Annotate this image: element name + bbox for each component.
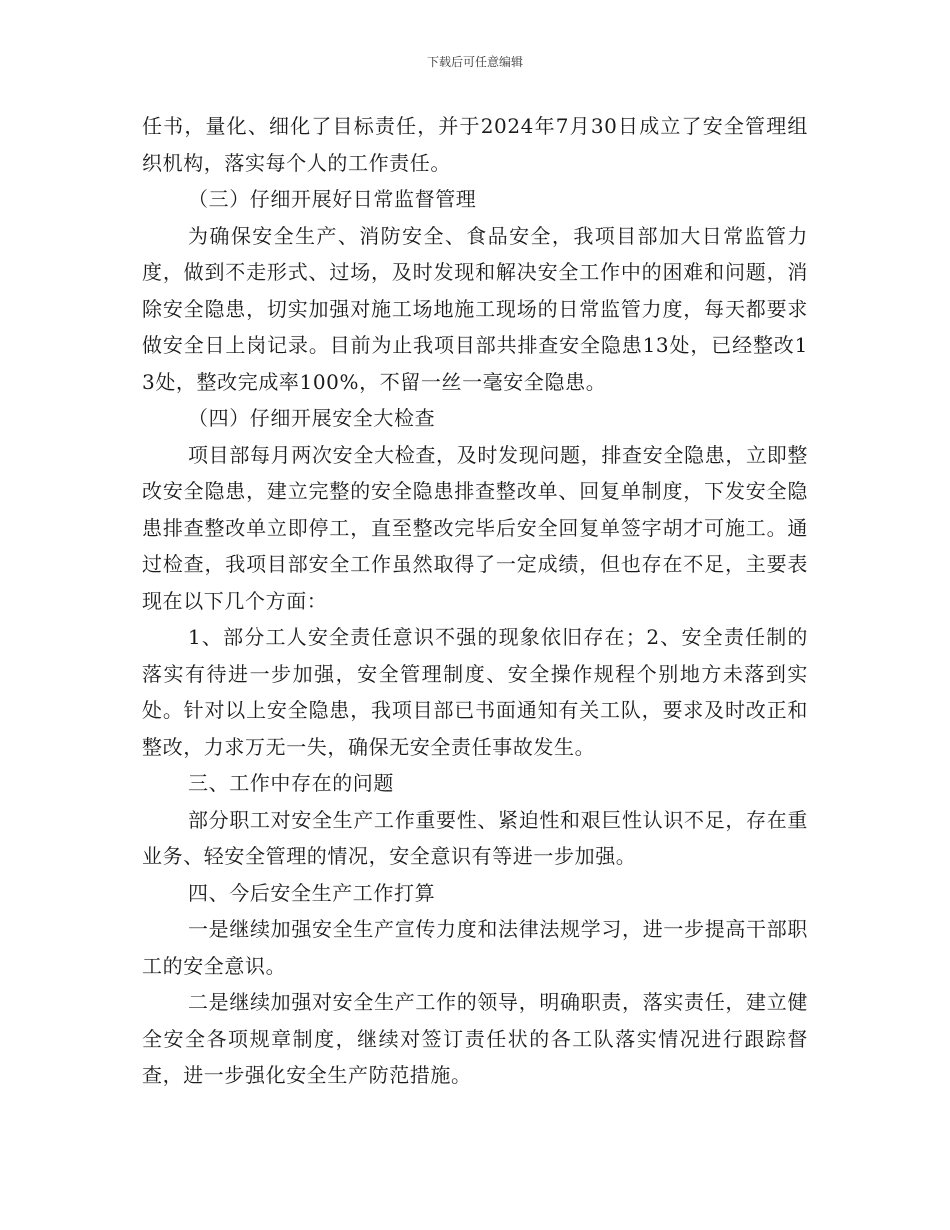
paragraph: 1、部分工人安全责任意识不强的现象依旧存在；2、安全责任制的落实有待进一步加强，安全管理制度、安全操作规程个别地方未落到实处。针对以上安全隐患，我项目部已书面通知有关工队，要求及时改正和整改，力求万无一失，确保无安全责任事故发生。	[142, 625, 808, 759]
document-body	[142, 108, 808, 1094]
paragraph: 项目部每月两次安全大检查，及时发现问题，排查安全隐患，立即整改安全隐患，建立完整的安全隐患排查整改单、回复单制度，下发安全隐患排查整改单立即停工，直至整改完毕后安全回复单签字胡才可施工。通过检查，我项目部安全工作虽然取得了一定成绩，但也存在不足，主要表现在以下几个方面：	[142, 442, 808, 613]
paragraph: 任书，量化、细化了目标责任，并于2024年7月30日成立了安全管理组织机构，落实每个人的工作责任。	[142, 114, 808, 175]
section-heading: （三）仔细开展好日常监督管理	[188, 187, 477, 211]
section-heading: （四）仔细开展安全大检查	[188, 406, 436, 430]
paragraph: 为确保安全生产、消防安全、食品安全，我项目部加大日常监管力度，做到不走形式、过场，及时发现和解决安全工作中的困难和问题，消除安全隐患，切实加强对施工场地施工现场的日常监管力度，每天都要求做安全日上岗记录。目前为止我项目部共排查安全隐患13处，已经整改13处，整改完成率100%，不留一丝一毫安全隐患。	[142, 223, 808, 394]
paragraph: 二是继续加强对安全生产工作的领导，明确职责，落实责任，建立健全安全各项规章制度，继续对签订责任状的各工队落实情况进行跟踪督查，进一步强化安全生产防范措施。	[142, 990, 808, 1087]
page-header: 下载后可任意编辑	[426, 55, 523, 69]
paragraph: 一是继续加强安全生产宣传力度和法律法规学习，进一步提高干部职工的安全意识。	[142, 917, 808, 978]
paragraph: 部分职工对安全生产工作重要性、紧迫性和艰巨性认识不足，存在重业务、轻安全管理的情况，安全意识有等进一步加强。	[142, 807, 808, 868]
section-heading: 四、今后安全生产工作打算	[188, 880, 436, 905]
section-heading: 三、工作中存在的问题	[188, 771, 394, 795]
